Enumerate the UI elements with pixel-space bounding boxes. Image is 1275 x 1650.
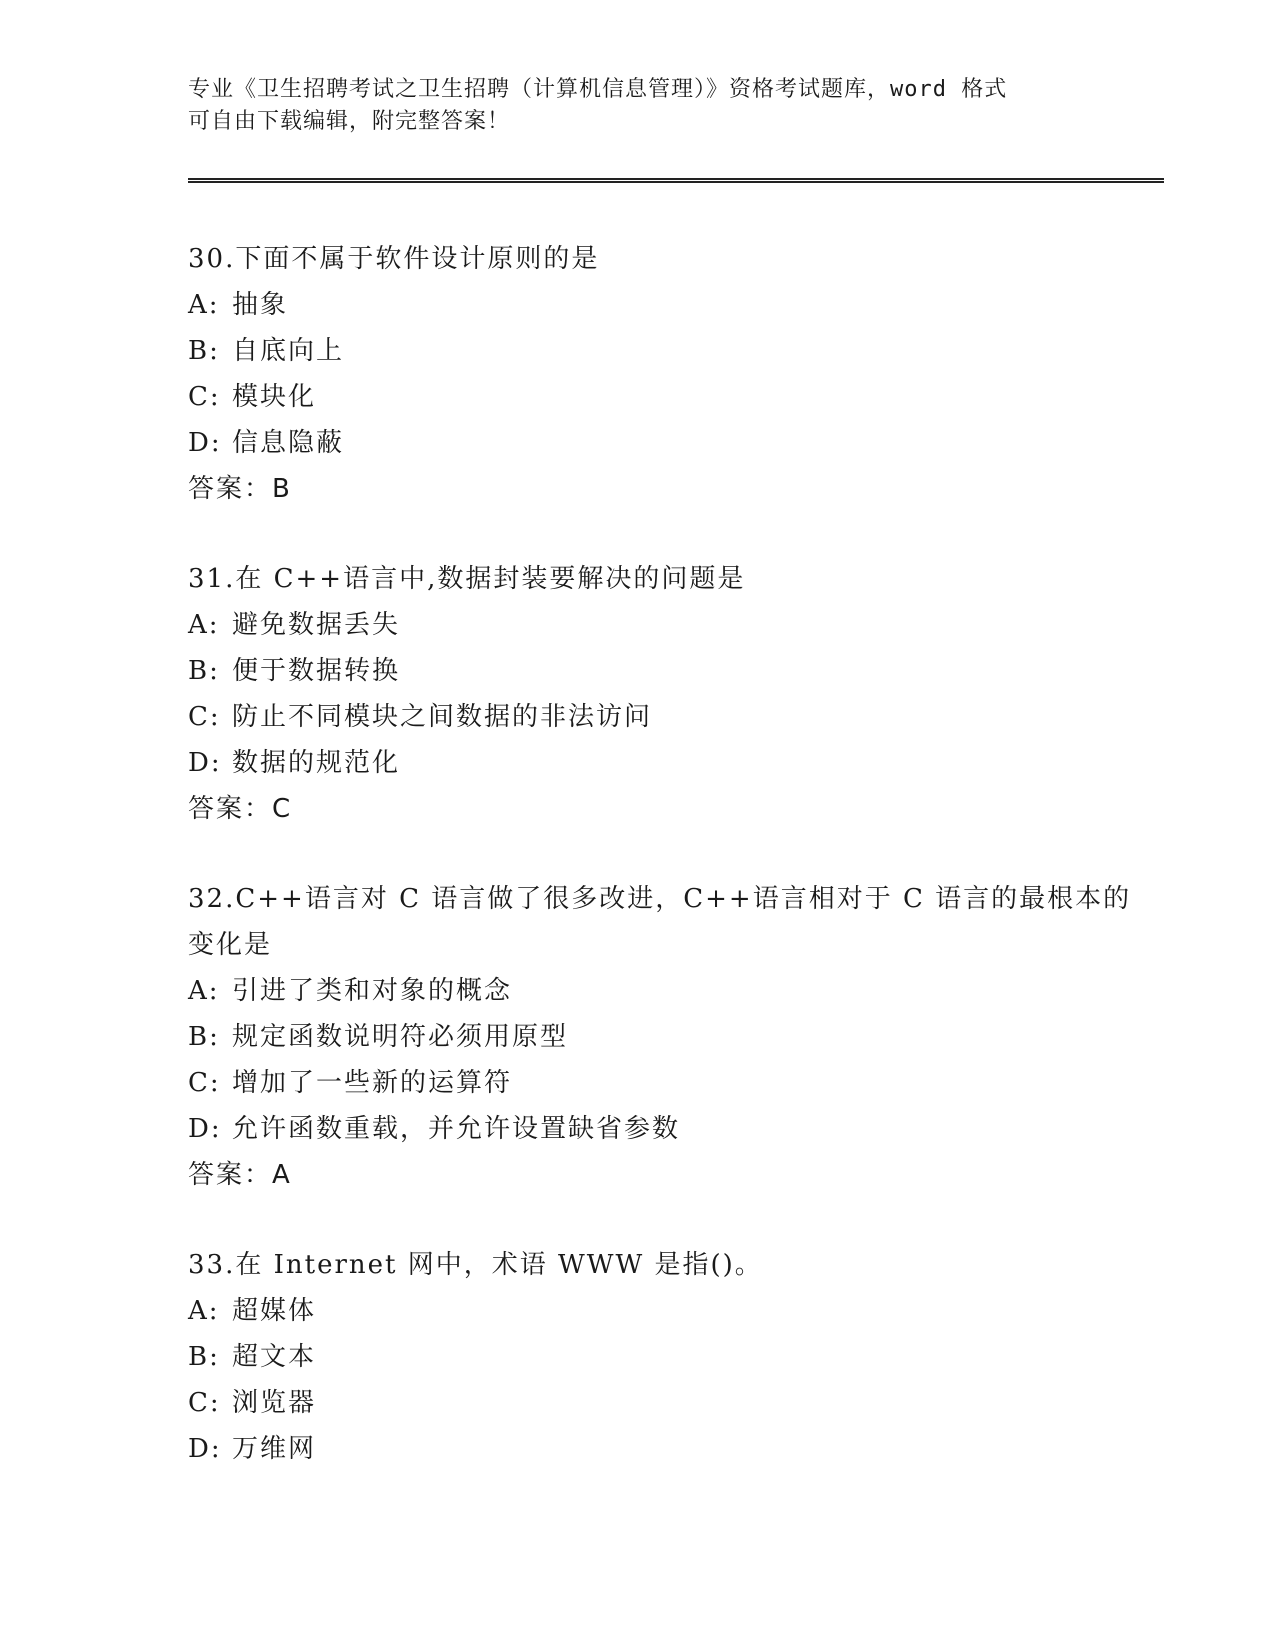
header-line-2: 可自由下载编辑，附完整答案！ — [188, 109, 511, 134]
option-letter: B: — [188, 336, 220, 366]
question-text: 32.C++语言对 C 语言做了很多改进，C++语言相对于 C 语言的最根本的 — [188, 884, 1132, 914]
option-row — [188, 1426, 1088, 1472]
question-block — [188, 876, 1132, 1198]
option-text: 引进了类和对象的概念 — [232, 976, 513, 1006]
question-stem — [188, 236, 1088, 282]
question-text: 31.在 C++语言中,数据封装要解决的问题是 — [188, 564, 746, 594]
option-letter: A: — [188, 1296, 220, 1326]
option-row — [188, 1334, 1088, 1380]
option-letter: C: — [188, 1068, 221, 1098]
option-letter: A: — [188, 610, 220, 640]
answer-line: 答案：A — [188, 1160, 292, 1190]
option-text: 规定函数说明符必须用原型 — [232, 1022, 569, 1052]
option-text: 浏览器 — [232, 1388, 317, 1418]
option-letter: B: — [188, 656, 220, 686]
question-text: 33.在 Internet 网中，术语 WWW 是指()。 — [188, 1250, 763, 1280]
answer-line: 答案：C — [188, 794, 293, 824]
option-row — [188, 1288, 1088, 1334]
option-row — [188, 1106, 1088, 1152]
option-row — [188, 694, 1088, 740]
question-block — [188, 1242, 1088, 1472]
option-letter: D: — [188, 1114, 222, 1144]
header-divider — [188, 178, 1164, 183]
question-stem — [188, 876, 1132, 968]
option-row — [188, 328, 1088, 374]
option-letter: D: — [188, 748, 222, 778]
option-text: 允许函数重载，并允许设置缺省参数 — [232, 1114, 681, 1144]
question-stem — [188, 1242, 1088, 1288]
option-row — [188, 740, 1088, 786]
option-letter: B: — [188, 1342, 220, 1372]
option-text: 增加了一些新的运算符 — [232, 1068, 513, 1098]
option-letter: C: — [188, 702, 221, 732]
option-row — [188, 648, 1088, 694]
option-text: 避免数据丢失 — [232, 610, 401, 640]
option-letter: D: — [188, 1434, 222, 1464]
option-text: 信息隐蔽 — [232, 428, 345, 458]
option-text: 抽象 — [232, 290, 289, 320]
option-row — [188, 1060, 1088, 1106]
option-text: 万维网 — [232, 1434, 317, 1464]
option-text: 自底向上 — [232, 336, 345, 366]
option-letter: B: — [188, 1022, 220, 1052]
answer-line: 答案：B — [188, 474, 292, 504]
question-text: 30.下面不属于软件设计原则的是 — [188, 244, 600, 274]
question-list — [188, 236, 1132, 1516]
question-block — [188, 556, 1088, 832]
question-stem — [188, 556, 1088, 602]
option-row — [188, 1014, 1088, 1060]
option-letter: A: — [188, 976, 220, 1006]
option-letter: C: — [188, 1388, 221, 1418]
option-text: 超文本 — [232, 1342, 317, 1372]
option-row — [188, 968, 1088, 1014]
document-header — [188, 74, 1088, 138]
header-line-1: 专业《卫生招聘考试之卫生招聘（计算机信息管理）》资格考试题库，word 格式 — [188, 77, 1008, 102]
option-row — [188, 374, 1088, 420]
option-text: 防止不同模块之间数据的非法访问 — [232, 702, 653, 732]
option-row — [188, 282, 1088, 328]
option-text: 超媒体 — [232, 1296, 317, 1326]
option-letter: A: — [188, 290, 220, 320]
option-row — [188, 1380, 1088, 1426]
question-text: 变化是 — [188, 930, 273, 960]
option-row — [188, 420, 1088, 466]
option-row — [188, 602, 1088, 648]
option-text: 模块化 — [232, 382, 317, 412]
option-text: 数据的规范化 — [232, 748, 401, 778]
option-letter: D: — [188, 428, 222, 458]
option-text: 便于数据转换 — [232, 656, 401, 686]
option-letter: C: — [188, 382, 221, 412]
question-block — [188, 236, 1088, 512]
